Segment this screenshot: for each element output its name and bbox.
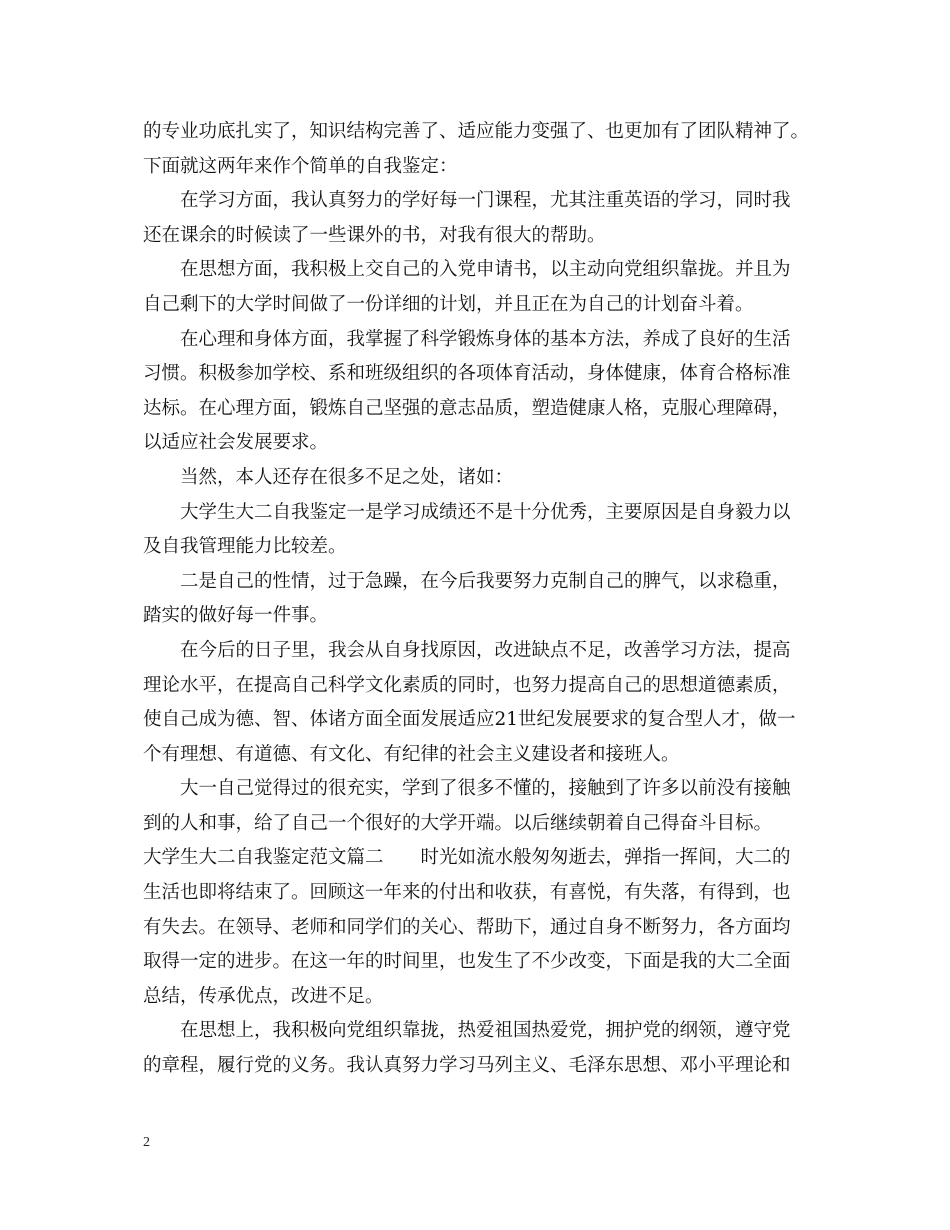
text-line: 的章程，履行党的义务。我认真努力学习马列主义、毛泽东思想、邓小平理论和 (143, 1055, 791, 1077)
text-line: 以适应社会发展要求。 (143, 432, 329, 454)
text-line: 大学生大二自我鉴定范文篇二 时光如流水般匆匆逝去，弹指一挥间，大二的 (143, 847, 791, 869)
text-line: 在学习方面，我认真努力的学好每一门课程，尤其注重英语的学习，同时我 (180, 190, 791, 212)
document-body (143, 115, 823, 1084)
text-line: 个有理想、有道德、有文化、有纪律的社会主义建设者和接班人。 (143, 743, 680, 765)
text-line: 及自我管理能力比较差。 (143, 536, 347, 558)
text-line: 习惯。积极参加学校、系和班级组织的各项体育活动，身体健康，体育合格标准 (143, 363, 791, 385)
text-line: 有失去。在领导、老师和同学们的关心、帮助下，通过自身不断努力，各方面均 (143, 916, 791, 938)
page-number: 2 (143, 1135, 150, 1150)
text-line: 下面就这两年来作个简单的自我鉴定： (143, 155, 458, 177)
text-line: 踏实的做好每一件事。 (143, 605, 329, 627)
text-line: 当然，本人还存在很多不足之处，诸如： (180, 466, 514, 488)
text-line: 到的人和事，给了自己一个很好的大学开端。以后继续朝着自己得奋斗目标。 (143, 812, 773, 834)
text-line: 还在课余的时候读了一些课外的书，对我有很大的帮助。 (143, 224, 606, 246)
text-line: 达标。在心理方面，锻炼自己坚强的意志品质，塑造健康人格，克服心理障碍， (143, 397, 791, 419)
text-line: 在思想上，我积极向党组织靠拢，热爱祖国热爱党，拥护党的纲领，遵守党 (180, 1020, 791, 1042)
text-line: 总结，传承优点，改进不足。 (143, 985, 384, 1007)
text-line: 在心理和身体方面，我掌握了科学锻炼身体的基本方法，养成了良好的生活 (180, 328, 791, 350)
text-line: 在思想方面，我积极上交自己的入党申请书，以主动向党组织靠拢。并且为 (180, 259, 791, 281)
text-line: 大一自己觉得过的很充实，学到了很多不懂的，接触到了许多以前没有接触 (180, 778, 791, 800)
text-line: 大学生大二自我鉴定一是学习成绩还不是十分优秀，主要原因是自身毅力以 (180, 501, 791, 523)
text-line: 的专业功底扎实了，知识结构完善了、适应能力变强了、也更加有了团队精神了。 (143, 121, 810, 142)
text-line: 二是自己的性情，过于急躁，在今后我要努力克制自己的脾气，以求稳重， (180, 570, 791, 592)
text-line: 取得一定的进步。在这一年的时间里，也发生了不少改变，下面是我的大二全面 (143, 951, 791, 973)
text-line: 使自己成为德、智、体诸方面全面发展适应21世纪发展要求的复合型人才，做一 (143, 709, 796, 731)
text-line: 自己剩下的大学时间做了一份详细的计划，并且正在为自己的计划奋斗着。 (143, 293, 754, 315)
text-line: 生活也即将结束了。回顾这一年来的付出和收获，有喜悦，有失落，有得到，也 (143, 882, 791, 904)
text-line: 在今后的日子里，我会从自身找原因，改进缺点不足，改善学习方法，提高 (180, 639, 791, 661)
text-line: 理论水平，在提高自己科学文化素质的同时，也努力提高自己的思想道德素质， (143, 674, 791, 696)
